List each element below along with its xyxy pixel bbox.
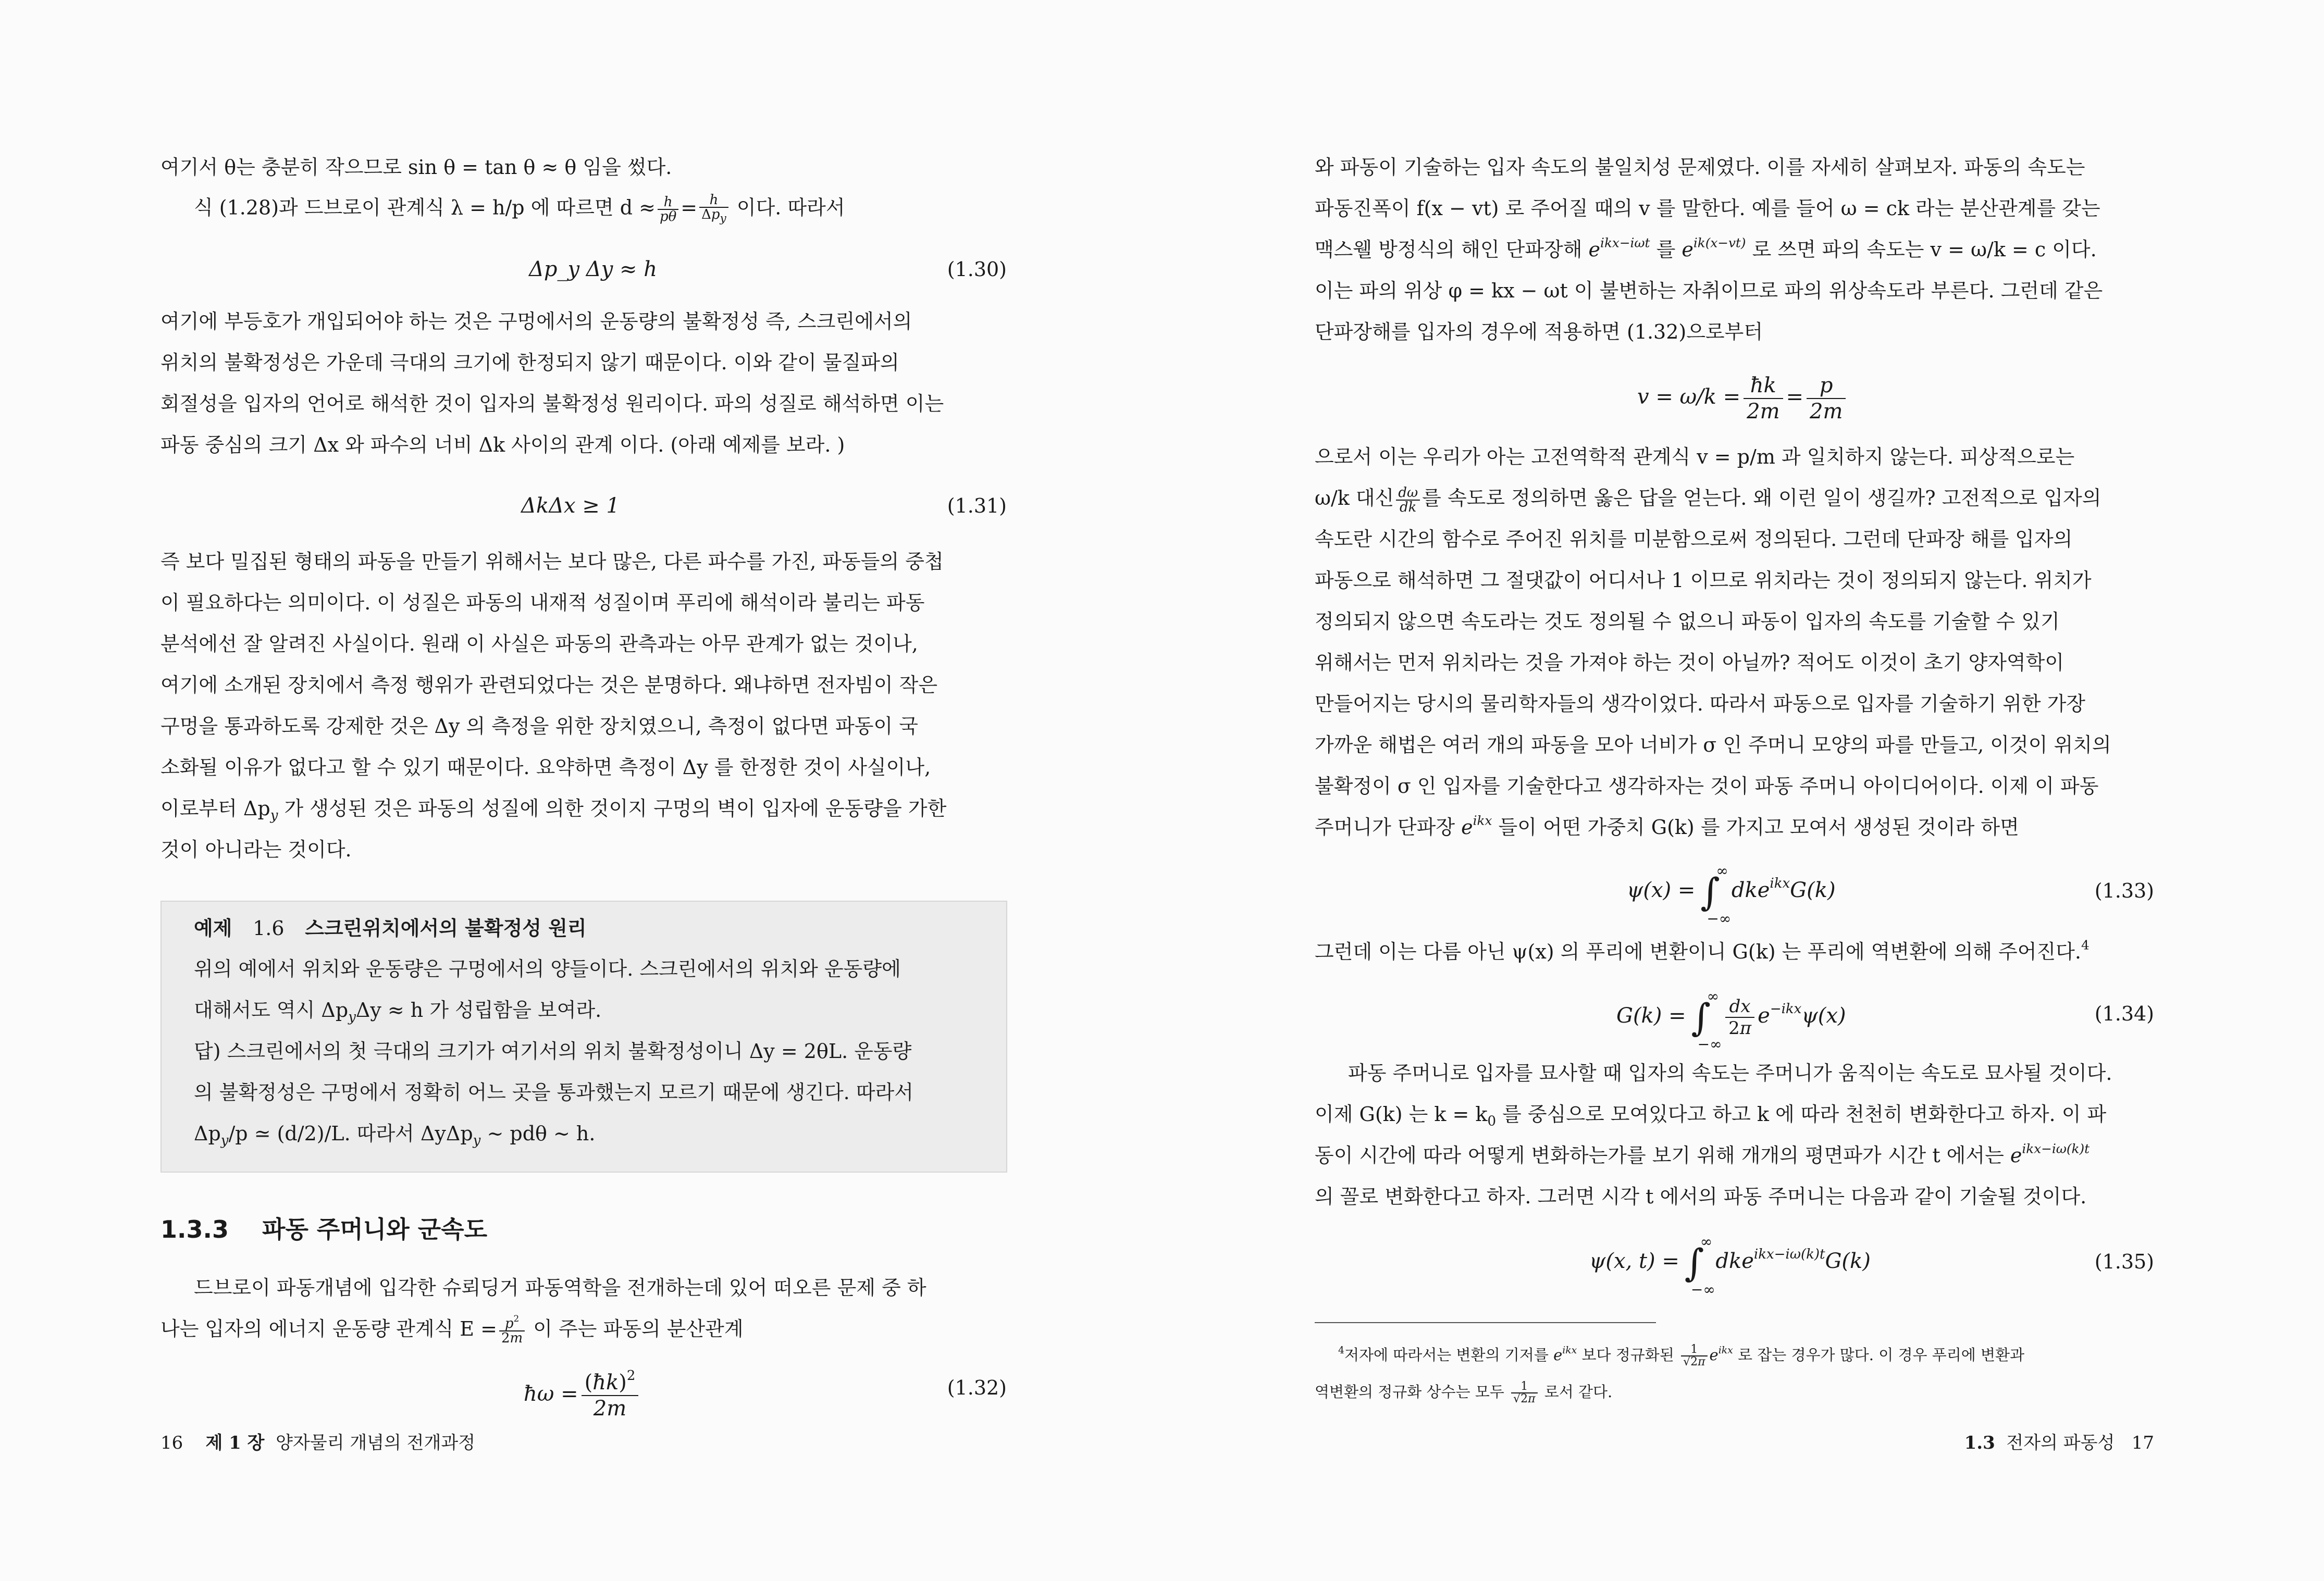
- section-title: 전자의 파동성: [2006, 1433, 2115, 1453]
- equation-velocity: v = ω/k = $\frac{ħk}{2m}$ = $\frac{p}{2m}$: [1637, 373, 1849, 424]
- text-line: 소화될 이유가 없다고 할 수 있기 때문이다. 요약하면 측정이 Δy 를 한정한 것이 사실이나,: [160, 756, 931, 779]
- footnote-marker: 4: [2081, 937, 2090, 953]
- text-line: 파동 주머니로 입자를 묘사할 때 입자의 속도는 주머니가 움직이는 속도로 묘사될 것이다.: [1348, 1062, 2112, 1085]
- footnote: 역변환의 정규화 상수는 모두 $\frac{1}{√2\pi}$ 로서 같다.: [1315, 1380, 1613, 1405]
- text-line: 회절성을 입자의 언어로 해석한 것이 입자의 불확정성 원리이다. 파의 성질로 해석하면 이는: [160, 392, 944, 415]
- text-line: 여기에 부등호가 개입되어야 하는 것은 구멍에서의 운동량의 불확정성 즉, 스크린에서의: [160, 310, 912, 333]
- footnote: $^4$저자에 따라서는 변환의 기저를 $e^{ikx}$ 보다 정규화된 $\frac{1}{√2\pi}$ $e^{ikx}$ 로 잡는 경우가 많다. 이 경우 푸리에 변환과: [1338, 1343, 2025, 1368]
- example-text: 답) 스크린에서의 첫 극대의 크기가 여기서의 위치 불확정성이니 Δy = 2θL. 운동량: [194, 1040, 912, 1063]
- text-line: 만들어지는 당시의 물리학자들의 생각이었다. 따라서 파동으로 입자를 기술하기 위한 가장: [1315, 692, 2085, 715]
- text-line: 속도란 시간의 함수로 주어진 위치를 미분함으로써 정의된다. 그런데 단파장 해를 입자의: [1315, 528, 2073, 551]
- example-heading: 예제 1.6 스크린위치에서의 불확정성 원리: [194, 916, 587, 940]
- text-line: 분석에선 잘 알려진 사실이다. 원래 이 사실은 파동의 관측과는 아무 관계가 없는 것이나,: [160, 632, 918, 655]
- text-line: 나는 입자의 에너지 운동량 관계식 E = $\frac{p^2}{2m}$ 이 주는 파동의 분산관계: [160, 1313, 744, 1346]
- example-box: [160, 901, 1007, 1173]
- text-line: 구멍을 통과하도록 강제한 것은 Δy 의 측정을 위한 장치였으니, 측정이 없다면 파동이 국: [160, 715, 919, 738]
- equation-number: (1.33): [2094, 879, 2154, 902]
- text-line: 즉 보다 밀집된 형태의 파동을 만들기 위해서는 보다 많은, 다른 파수를 가진, 파동들의 중첩: [160, 550, 944, 573]
- text-line: 파동으로 해석하면 그 절댓값이 어디서나 1 이므로 위치라는 것이 정의되지 않는다. 위치가: [1315, 569, 2092, 592]
- page-footer: [160, 1431, 475, 1454]
- text-line: 드브로이 파동개념에 입각한 슈뢰딩거 파동역학을 전개하는데 있어 떠오른 문제 중 하: [194, 1276, 926, 1299]
- equation-1-32: ħω = $\frac{(ħk)^2}{2m}$: [524, 1370, 641, 1421]
- example-text: 의 불확정성은 구멍에서 정확히 어느 곳을 통과했는지 모르기 때문에 생긴다. 따라서: [194, 1081, 913, 1104]
- text-line: 주머니가 단파장 $e^{ikx}$ 들이 어떤 가중치 G(k) 를 가지고 모여서 생성된 것이라 하면: [1315, 813, 2019, 839]
- page-number: 17: [2131, 1433, 2154, 1453]
- text-line: 단파장해를 입자의 경우에 적용하면 (1.32)으로부터: [1315, 320, 1763, 343]
- equation-number: (1.30): [947, 258, 1007, 281]
- text-line: 이는 파의 위상 φ = kx − ωt 이 불변하는 자취이므로 파의 위상속도라 부른다. 그런데 같은: [1315, 279, 2103, 302]
- text-line: 이로부터 $\Delta p_y$ 가 생성된 것은 파동의 성질에 의한 것이지 구멍의 벽이 입자에 운동량을 가한: [160, 797, 947, 824]
- section-heading: 1.3.3 파동 주머니와 군속도: [160, 1215, 488, 1243]
- chapter-label: 제 1 장: [205, 1433, 265, 1453]
- text-line: 이 필요하다는 의미이다. 이 성질은 파동의 내재적 성질이며 푸리에 해석이라 불리는 파동: [160, 591, 925, 614]
- text-line: 가까운 해법은 여러 개의 파동을 모아 너비가 σ 인 주머니 모양의 파를 만들고, 이것이 위치의: [1315, 733, 2111, 756]
- text-line: 으로서 이는 우리가 아는 고전역학적 관계식 v = p/m 과 일치하지 않는다. 피상적으로는: [1315, 445, 2075, 468]
- text-line: 위해서는 먼저 위치라는 것을 가져야 하는 것이 아닐까? 적어도 이것이 초기 양자역학이: [1315, 651, 2065, 674]
- text-line: 이제 G(k) 는 $k = k_0$ 를 중심으로 모여있다고 하고 k 에 따라 천천히 변화한다고 하자. 이 파: [1315, 1103, 2107, 1129]
- text-line: 여기서 θ는 충분히 작으므로 sin θ = tan θ ≈ θ 임을 썼다.: [160, 156, 672, 179]
- equation-1-35: ψ(x, t) = ∫ ∞ −∞ dke$^{ikx-i\omega(k)t}$G(k): [1589, 1233, 1871, 1298]
- text-line: 파동 중심의 크기 Δx 와 파수의 너비 Δk 사이의 관계 이다. (아래 예제를 보라. ): [160, 433, 845, 456]
- chapter-title: 양자물리 개념의 전개과정: [276, 1433, 476, 1453]
- text-line: 불확정이 σ 인 입자를 기술한다고 생각하자는 것이 파동 주머니 아이디어이다. 이제 이 파동: [1315, 775, 2099, 798]
- text-line: 여기에 소개된 장치에서 측정 행위가 관련되었다는 것은 분명하다. 왜냐하면 전자빔이 작은: [160, 674, 938, 696]
- text-line: 위치의 불확정성은 가운데 극대의 크기에 한정되지 않기 때문이다. 이와 같이 물질파의: [160, 351, 899, 374]
- equation-1-34: G(k) = ∫ ∞ −∞ $\frac{dx}{2\pi}$ $e^{-ikx}\psi(x)$: [1616, 988, 1846, 1053]
- text-line: 식 (1.28)과 드브로이 관계식 λ = h/p 에 따르면 d ≈ $\frac{h}{p\theta}$ = $\frac{h}{\Delta p_y}$ 이다. 따라서: [194, 192, 845, 226]
- section-label: 1.3: [1964, 1433, 1995, 1453]
- equation-number: (1.31): [947, 494, 1007, 517]
- equation-1-30: Δp_y Δy ≈ h: [529, 257, 657, 281]
- text-line: 의 꼴로 변화한다고 하자. 그러면 시각 t 에서의 파동 주머니는 다음과 같이 기술될 것이다.: [1315, 1185, 2087, 1208]
- example-text: 위의 예에서 위치와 운동량은 구멍에서의 양들이다. 스크린에서의 위치와 운동량에: [194, 957, 901, 980]
- text-line: 그런데 이는 다름 아닌 ψ(x) 의 푸리에 변환이니 G(k) 는 푸리에 역변환에 의해 주어진다.$^4$: [1315, 937, 2090, 963]
- equation-number: (1.34): [2094, 1002, 2154, 1025]
- text-line: ω/k 대신 $\frac{d\omega}{dk}$ 를 속도로 정의하면 옳은 답을 얻는다. 왜 이런 일이 생길까? 고전적으로 입자의: [1315, 484, 2102, 515]
- page-footer: [1964, 1431, 2154, 1454]
- equation-number: (1.35): [2094, 1250, 2154, 1273]
- right-page: [1162, 0, 2324, 1581]
- text-line: 정의되지 않으면 속도라는 것도 정의될 수 없으니 파동이 입자의 속도를 기술할 수 있기: [1315, 610, 2060, 633]
- text-line: 파동진폭이 f(x − vt) 로 주어질 때의 v 를 말한다. 예를 들어 ω = ck 라는 분산관계를 갖는: [1315, 197, 2100, 220]
- equation-1-33: ψ(x) = ∫ ∞ −∞ dke$^{ikx}$G(k): [1627, 862, 1836, 927]
- example-text: 대해서도 역시 $\Delta p_y\Delta y \approx h$ 가 성립함을 보여라.: [194, 999, 602, 1025]
- equation-1-31: ΔkΔx ≥ 1: [521, 494, 620, 518]
- text-line: 맥스웰 방정식의 해인 단파장해 $e^{ikx-i\omega t}$ 를 $e^{ik(x-vt)}$ 로 쓰면 파의 속도는 v = ω/k = c 이다.: [1315, 235, 2097, 261]
- text-line: 것이 아니라는 것이다.: [160, 838, 352, 861]
- equation-number: (1.32): [947, 1376, 1007, 1399]
- page-number: 16: [160, 1433, 183, 1453]
- example-text: $\Delta p_y/p$ ≃ (d/2)/L. 따라서 ΔyΔp$_y$ ∼ pdθ ∼ h.: [194, 1122, 596, 1149]
- text-line: 와 파동이 기술하는 입자 속도의 불일치성 문제였다. 이를 자세히 살펴보자. 파동의 속도는: [1315, 156, 2085, 179]
- footnote-divider: [1315, 1322, 1656, 1323]
- text-line: 동이 시간에 따라 어떻게 변화하는가를 보기 위해 개개의 평면파가 시간 t 에서는 $e^{ikx-i\omega(k)t}$: [1315, 1141, 2090, 1167]
